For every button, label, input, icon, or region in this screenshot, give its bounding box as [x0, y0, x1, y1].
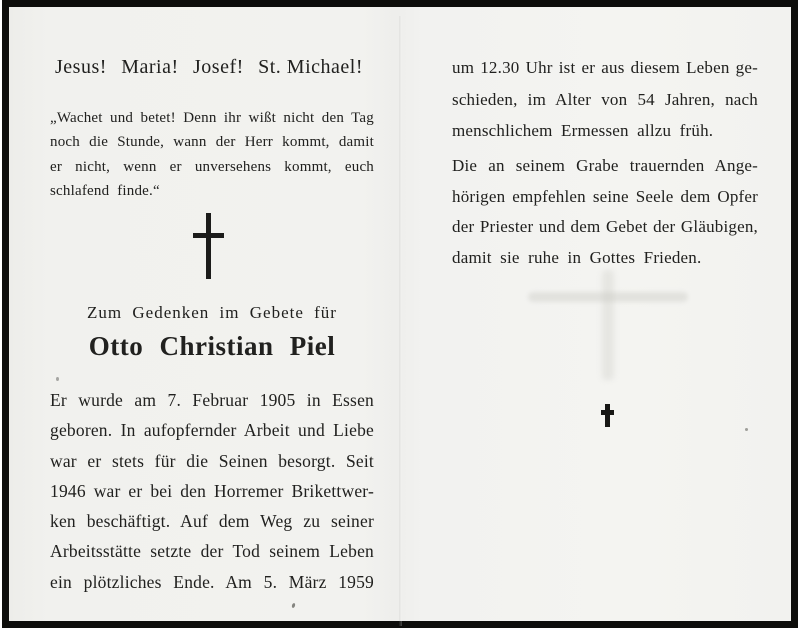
biography-line: Arbeitsstätte setzte der Tod seinem Leben [50, 541, 374, 562]
quote-line: „Wachet und betet! Denn ihr wißt nicht den Tag [50, 110, 374, 126]
cross-stem [605, 404, 610, 427]
paragraph-line: Die an seinem Grabe trauernden Ange- [452, 156, 758, 175]
paragraph-line: um 12.30 Uhr ist er aus diesem Leben ge- [452, 58, 758, 77]
invocation-word-michael: St. Michael! [258, 56, 363, 78]
deceased-name: Otto Christian Piel [88, 331, 336, 361]
card-paper [2, 0, 798, 628]
invocation-word-maria: Maria! [121, 56, 179, 78]
paper-speck [745, 428, 748, 431]
dedication-line: Zum Gedenken im Gebete für [87, 303, 337, 322]
paragraph-line: schieden, im Alter von 54 Jahren, nach [452, 89, 758, 109]
invocation-word-josef: Josef! [193, 56, 244, 78]
biography-line: war er stets für die Seinen besorgt. Seit [50, 450, 374, 471]
quote-line: er nicht, wenn er unversehens kommt, euch [50, 158, 374, 175]
paragraph-line: damit sie ruhe in Gottes Frieden. [452, 247, 702, 267]
small-cross-icon [601, 404, 614, 427]
mourning-text [452, 151, 758, 273]
ink-showthrough-cross [602, 270, 614, 380]
paragraph-line: hörigen empfehlen seine Seele dem Opfer [452, 186, 758, 206]
biography-line: ken beschäftigt. Auf dem Weg zu seiner [50, 511, 374, 532]
quote-line: noch die Stunde, wann der Herr kommt, damit [50, 134, 374, 151]
biography-line: 1946 war er bei den Horremer Brikettwer- [50, 480, 374, 501]
death-details-text [452, 52, 758, 147]
cross-bar [601, 410, 614, 415]
quote-line: schlafend finde.“ [50, 182, 160, 199]
paragraph-line: der Priester und dem Gebet der Gläubigen, [452, 217, 758, 236]
biography-line: Er wurde am 7. Februar 1905 in Essen [50, 390, 374, 410]
biography-line: geboren. In aufopfernder Arbeit und Liebe [50, 420, 374, 441]
biography-line: ein plötzliches Ende. Am 5. März 1959 [50, 571, 374, 592]
invocation-word-jesus: Jesus! [55, 56, 107, 78]
right-page [9, 7, 791, 621]
paragraph-line: menschlichem Ermessen allzu früh. [452, 121, 714, 140]
